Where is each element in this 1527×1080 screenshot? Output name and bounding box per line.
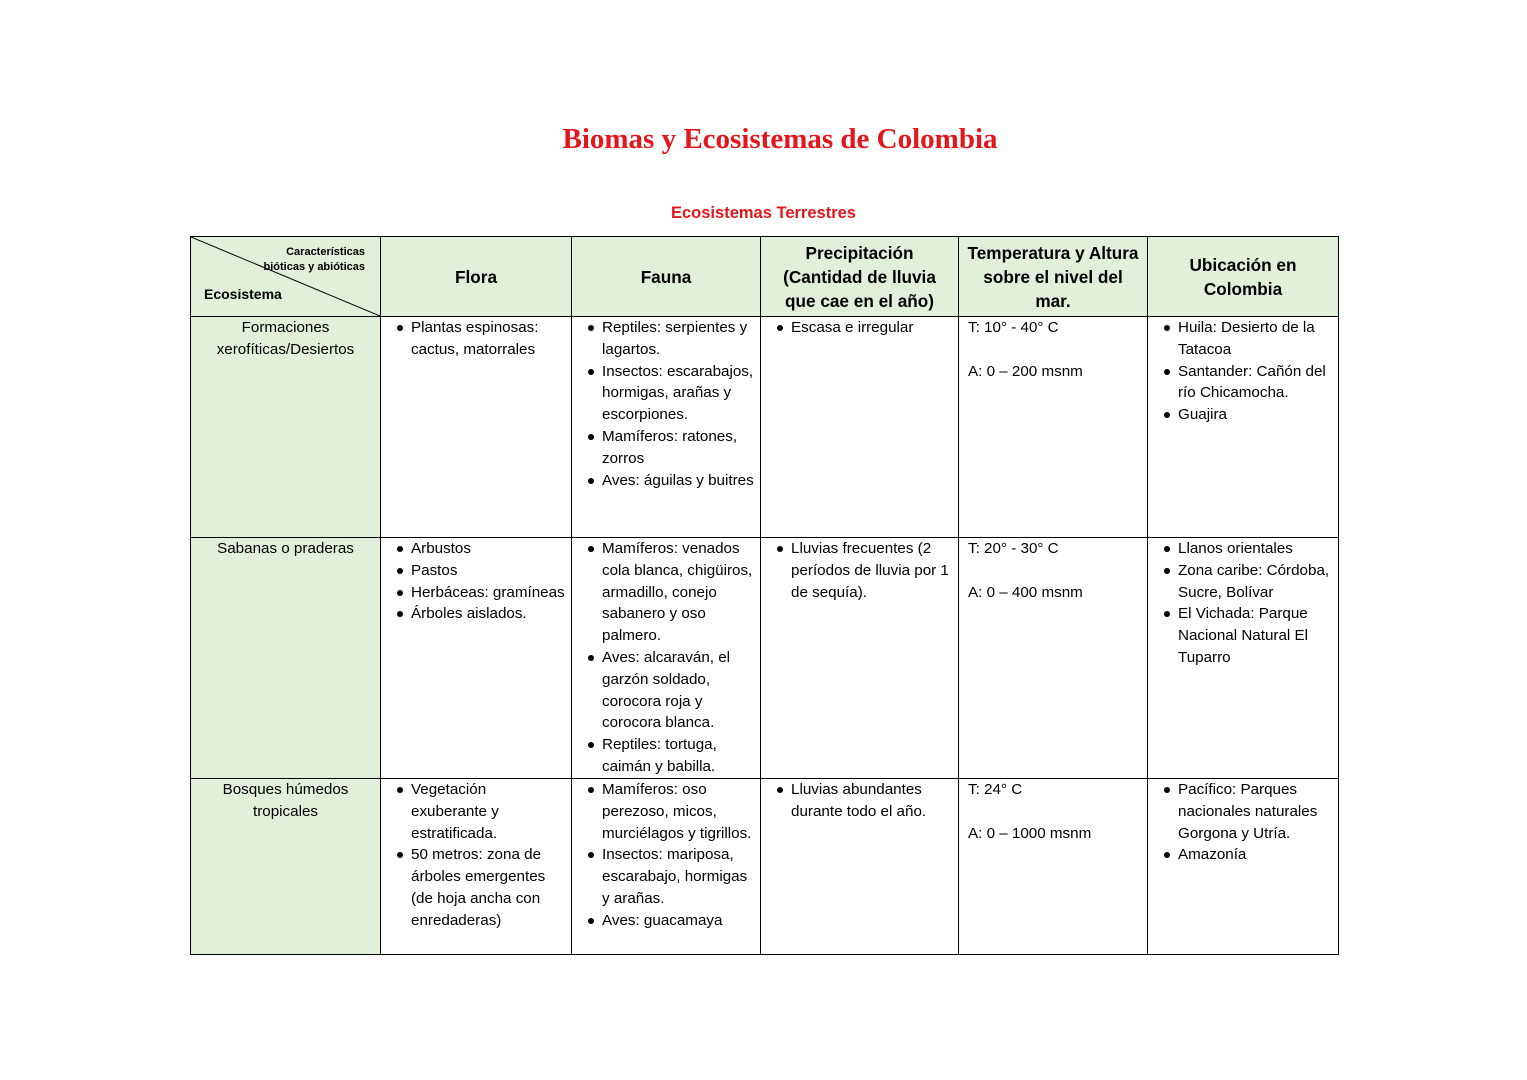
- list-item: Huila: Desierto de la Tatacoa: [1178, 317, 1332, 361]
- list-item: Aves: águilas y buitres: [602, 470, 754, 492]
- list-item: Escasa e irregular: [791, 317, 952, 339]
- corner-characteristics-label: Características bióticas y abióticas: [263, 246, 365, 273]
- list-item: Aves: guacamaya: [602, 910, 754, 932]
- list-item: Guajira: [1178, 404, 1332, 426]
- flora-list: [381, 538, 571, 625]
- list-item: Pastos: [411, 560, 565, 582]
- precipitation-list: [761, 317, 958, 339]
- fauna-list: [572, 779, 760, 932]
- list-item: 50 metros: zona de árboles emergentes (de hoja ancha con enredaderas): [411, 844, 565, 931]
- list-item: Lluvias frecuentes (2 períodos de lluvia por 1 de sequía).: [791, 538, 952, 603]
- list-item: Arbustos: [411, 538, 565, 560]
- location-cell: [1148, 538, 1339, 779]
- precipitation-list: [761, 779, 958, 823]
- precipitation-list: [761, 538, 958, 603]
- corner-header-cell: [191, 237, 381, 317]
- temperature-altitude-cell: [959, 538, 1148, 779]
- altitude-value: A: 0 – 1000 msnm: [968, 824, 1092, 842]
- location-list: [1148, 317, 1338, 426]
- flora-cell: [381, 779, 572, 955]
- temperature-altitude-cell: [959, 779, 1148, 955]
- location-list: [1148, 538, 1338, 669]
- list-item: Zona caribe: Córdoba, Sucre, Bolívar: [1178, 560, 1332, 604]
- header-row: [191, 237, 1339, 317]
- ecosystem-name-cell: Bosques húmedos tropicales: [191, 779, 381, 955]
- location-cell: [1148, 317, 1339, 538]
- ecosystems-table: [190, 236, 1339, 955]
- flora-cell: [381, 538, 572, 779]
- location-list: [1148, 779, 1338, 866]
- temperature-value: T: 24° C: [968, 781, 1023, 798]
- header-fauna: Fauna: [572, 237, 761, 317]
- header-precipitation: Precipitación (Cantidad de lluvia que cae en el año): [761, 237, 959, 317]
- list-item: Árboles aislados.: [411, 603, 565, 625]
- header-flora: Flora: [381, 237, 572, 317]
- fauna-list: [572, 538, 760, 778]
- list-item: Reptiles: serpientes y lagartos.: [602, 317, 754, 361]
- precipitation-cell: [761, 538, 959, 779]
- list-item: Herbáceas: gramíneas: [411, 582, 565, 604]
- fauna-cell: [572, 317, 761, 538]
- ecosystem-name-cell: Sabanas o praderas: [191, 538, 381, 779]
- list-item: Santander: Cañón del río Chicamocha.: [1178, 361, 1332, 405]
- temperature-value: T: 20° - 30° C: [968, 540, 1059, 557]
- fauna-cell: [572, 538, 761, 779]
- list-item: Aves: alcaraván, el garzón soldado, corocora roja y corocora blanca.: [602, 647, 754, 734]
- document-subtitle: Ecosistemas Terrestres: [671, 204, 856, 222]
- list-item: Mamíferos: oso perezoso, micos, murciélagos y tigrillos.: [602, 779, 754, 844]
- table-body: [191, 317, 1339, 955]
- header-location: Ubicación en Colombia: [1148, 237, 1339, 317]
- list-item: Insectos: escarabajos, hormigas, arañas y escorpiones.: [602, 361, 754, 426]
- temperature-value: T: 10° - 40° C: [968, 319, 1059, 336]
- list-item: Amazonía: [1178, 844, 1332, 866]
- flora-list: [381, 317, 571, 361]
- list-item: Pacífico: Parques nacionales naturales Gorgona y Utría.: [1178, 779, 1332, 844]
- header-temperature-altitude: Temperatura y Altura sobre el nivel del mar.: [959, 237, 1148, 317]
- list-item: El Vichada: Parque Nacional Natural El Tuparro: [1178, 603, 1332, 668]
- list-item: Plantas espinosas: cactus, matorrales: [411, 317, 565, 361]
- fauna-cell: [572, 779, 761, 955]
- corner-ecosystem-label: Ecosistema: [204, 286, 282, 302]
- flora-cell: [381, 317, 572, 538]
- altitude-value: A: 0 – 200 msnm: [968, 362, 1083, 380]
- fauna-list: [572, 317, 760, 491]
- document-title: Biomas y Ecosistemas de Colombia: [562, 123, 998, 155]
- precipitation-cell: [761, 317, 959, 538]
- list-item: Lluvias abundantes durante todo el año.: [791, 779, 952, 823]
- altitude-value: A: 0 – 400 msnm: [968, 583, 1083, 601]
- temperature-altitude-cell: [959, 317, 1148, 538]
- table-row: [191, 317, 1339, 538]
- precipitation-cell: [761, 779, 959, 955]
- list-item: Reptiles: tortuga, caimán y babilla.: [602, 734, 754, 778]
- list-item: Mamíferos: venados cola blanca, chigüiros, armadillo, conejo sabanero y oso palmero.: [602, 538, 754, 647]
- table-row: [191, 779, 1339, 955]
- list-item: Llanos orientales: [1178, 538, 1332, 560]
- table-row: [191, 538, 1339, 779]
- flora-list: [381, 779, 571, 932]
- list-item: Insectos: mariposa, escarabajo, hormigas y arañas.: [602, 844, 754, 909]
- list-item: Mamíferos: ratones, zorros: [602, 426, 754, 470]
- location-cell: [1148, 779, 1339, 955]
- list-item: Vegetación exuberante y estratificada.: [411, 779, 565, 844]
- ecosystem-name-cell: Formaciones xerofíticas/Desiertos: [191, 317, 381, 538]
